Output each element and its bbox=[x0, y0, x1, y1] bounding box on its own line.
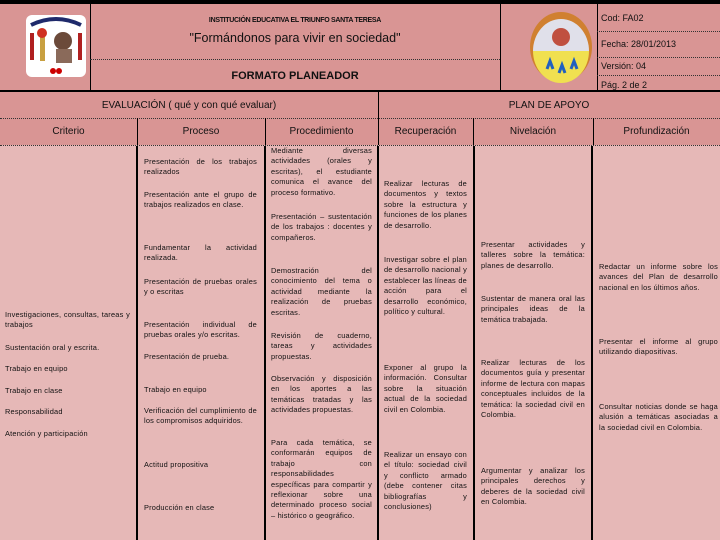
divider bbox=[591, 146, 593, 540]
divider bbox=[264, 146, 266, 540]
criterio-item: Trabajo en equipo bbox=[5, 364, 68, 373]
procedimiento-item: Para cada temática, se conformarán equipos de trabajo con responsabilidades específicas para compartir y reflexionar sobre una determinado proceso social – histórico o geográfico. bbox=[271, 438, 372, 520]
support-plan-title: PLAN DE APOYO bbox=[508, 100, 590, 111]
page-number: Pág. 2 de 2 bbox=[601, 80, 648, 90]
proceso-item: Presentación de los trabajos realizados bbox=[144, 157, 257, 177]
divider bbox=[597, 31, 720, 32]
col-criterio: Criterio bbox=[52, 126, 85, 137]
profundizacion-item: Consultar noticias donde se haga alusión a temáticas asociadas a la sociedad civil en Colombia. bbox=[599, 402, 718, 432]
procedimiento-item: Demostración del conocimiento del tema o actividad mediante la realización de pruebas escritas. bbox=[271, 266, 372, 317]
col-procedimiento: Procedimiento bbox=[289, 126, 354, 137]
seal-icon bbox=[529, 11, 593, 83]
profundizacion-item: Redactar un informe sobre los avances del Plan de desarrollo nacional en los últimos años. bbox=[599, 262, 718, 292]
col-nivelacion: Nivelación bbox=[509, 126, 557, 137]
criterio-item: Responsabilidad bbox=[5, 407, 63, 416]
col-proceso: Proceso bbox=[182, 126, 220, 137]
divider bbox=[473, 146, 475, 540]
motto: "Formándonos para vivir en sociedad" bbox=[189, 31, 401, 45]
proceso-item: Actitud propositiva bbox=[144, 460, 209, 469]
profundizacion-item: Presentar el informe al grupo utilizando diapositivas. bbox=[599, 337, 718, 357]
divider bbox=[500, 4, 501, 90]
proceso-item: Presentación individual de pruebas orales y/o escritas. bbox=[144, 320, 257, 340]
criterio-item: Investigaciones, consultas, tareas y trabajos bbox=[5, 310, 130, 330]
recuperacion-item: Realizar un ensayo con el título: sociedad civil y conflicto armado (debe contener citas bibliografías y conclusiones) bbox=[384, 450, 467, 512]
divider bbox=[377, 146, 379, 540]
school-logo-right bbox=[529, 11, 593, 83]
proceso-item: Verificación del cumplimiento de los compromisos adquiridos. bbox=[144, 406, 257, 426]
divider bbox=[597, 75, 720, 76]
proceso-item: Presentación ante el grupo de trabajos realizados en clase. bbox=[144, 190, 257, 210]
col-recuperacion: Recuperación bbox=[394, 126, 457, 137]
code: Cod: FA02 bbox=[601, 13, 644, 23]
recuperacion-item: Realizar lecturas de documentos y textos sobre la estructura y funciones de los planes de desarrollo. bbox=[384, 179, 467, 230]
version: Versión: 04 bbox=[601, 61, 647, 71]
criterio-item: Trabajo en clase bbox=[5, 386, 63, 395]
nivelacion-item: Presentar actividades y talleres sobre la temática: planes de desarrollo. bbox=[481, 240, 585, 270]
procedimiento-item: Mediante diversas actividades (orales y escritas), el estudiante comunica el avance del proceso formativo. bbox=[271, 146, 372, 197]
crest-icon bbox=[26, 15, 86, 77]
procedimiento-item: Observación y disposición en los aportes a las temáticas tratadas y las actividades propuestas. bbox=[271, 374, 372, 415]
form-title: FORMATO PLANEADOR bbox=[231, 70, 359, 82]
divider bbox=[0, 118, 720, 119]
top-border bbox=[0, 0, 720, 4]
proceso-item: Presentación de prueba. bbox=[144, 352, 230, 361]
divider bbox=[136, 146, 138, 540]
institution-name: INSTITUCIÓN EDUCATIVA EL TRIUNFO SANTA TERESA bbox=[208, 17, 382, 24]
proceso-item: Trabajo en equipo bbox=[144, 385, 207, 394]
criterio-item: Atención y participación bbox=[5, 429, 88, 438]
evaluation-section-title: EVALUACIÓN ( qué y con qué evaluar) bbox=[101, 100, 277, 111]
proceso-item: Producción en clase bbox=[144, 503, 215, 512]
recuperacion-item: Investigar sobre el plan de desarrollo nacional y establecer las líneas de acción para el desarrollo económico, político y cultural. bbox=[384, 255, 467, 317]
nivelacion-item: Argumentar y analizar los principales derechos y deberes de la sociedad civil en Colombia. bbox=[481, 466, 585, 507]
procedimiento-item: Revisión de cuaderno, tareas y actividades propuestas. bbox=[271, 331, 372, 361]
proceso-item: Presentación de pruebas orales y o escritas bbox=[144, 277, 257, 297]
divider bbox=[90, 59, 500, 60]
recuperacion-item: Exponer al grupo la información. Consultar sobre la situación actual de la sociedad civil en Colombia. bbox=[384, 363, 467, 414]
divider bbox=[597, 57, 720, 58]
col-profundizacion: Profundización bbox=[623, 126, 690, 137]
school-logo-left bbox=[26, 15, 86, 77]
criterio-item: Sustentación oral y escrita. bbox=[5, 343, 100, 352]
nivelacion-item: Realizar lecturas de los documentos guía y presentar informe de lectura con mapas conceptuales incluidos de la temática: la sociedad civil en Colombia. bbox=[481, 358, 585, 420]
divider bbox=[597, 4, 598, 90]
divider bbox=[0, 90, 720, 92]
nivelacion-item: Sustentar de manera oral las principales ideas de la temática trabajada. bbox=[481, 294, 585, 324]
proceso-item: Fundamentar la actividad realizada. bbox=[144, 243, 257, 263]
procedimiento-item: Presentación – sustentación de los trabajos : docentes y compañeros. bbox=[271, 212, 372, 242]
date: Fecha: 28/01/2013 bbox=[601, 39, 677, 49]
